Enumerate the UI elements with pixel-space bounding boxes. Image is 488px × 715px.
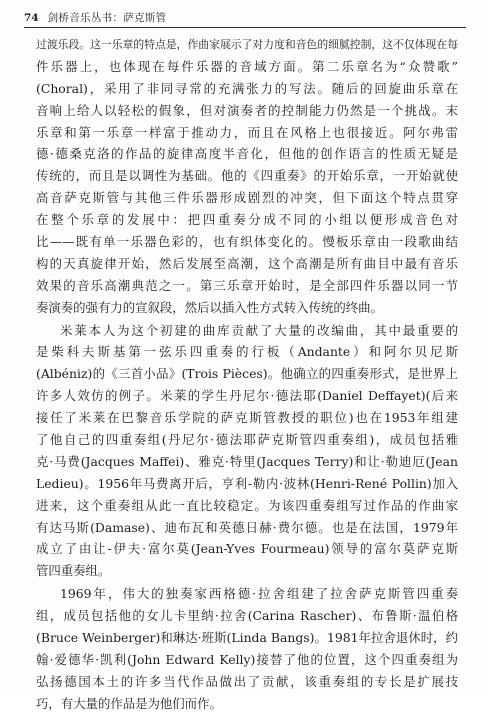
text-line: 许多人效仿的例子。米莱的学生丹尼尔·德法耶(Daniel Deffayet)(后来 (36, 388, 458, 404)
text-line: 成立了由让-伊夫·富尔莫(Jean-Yves Fourmeau)领导的富尔莫萨克斯 (36, 541, 458, 557)
text-line: (Choral)，采用了非同寻常的充满张力的写法。随后的回旋曲乐章在 (36, 80, 458, 96)
text-line: (Albéniz)的《三首小品》(Trois Pièces)。他确立的四重奏形式，是世界上 (36, 366, 458, 382)
text-line: 高音萨克斯管与其他三件乐器形成剧烈的冲突，但下面这个特点贯穿 (36, 190, 458, 206)
text-line: 1969年，伟大的独奏家西格德·拉舍组建了拉舍萨克斯管四重奏 (60, 586, 458, 602)
text-line: 组，成员包括他的女儿卡里纳·拉舍(Carina Rascher)、布鲁斯·温伯格 (36, 608, 458, 624)
body-text (36, 34, 458, 715)
paragraph-1 (36, 34, 458, 319)
text-line: 乐章和第一乐章一样富于推动力，而且在风格上也很接近。阿尔弗雷 (36, 124, 458, 140)
page-number: 74 (24, 12, 39, 24)
text-line: 了他自己的四重奏组(丹尼尔·德法耶萨克斯管四重奏组)，成员包括雅 (36, 432, 458, 448)
text-line: 件乐器上，也体现在每件乐器的音域方面。第二乐章名为“众赞歌” (36, 58, 458, 74)
text-line: 管四重奏组。 (36, 563, 111, 579)
text-line: (Bruce Weinberger)和琳达·班斯(Linda Bangs)。1981年拉舍退休时，约 (36, 630, 458, 646)
text-line: 构的天真旋律开始，然后发展至高潮，这个高潮是所有曲目中最有音乐 (36, 255, 458, 271)
paragraph-3 (36, 583, 458, 714)
text-line: 克·马费(Jacques Maffei)、雅克·特里(Jacques Terry)和让·勒迪厄(Jean (36, 453, 458, 469)
text-line: 在整个乐章的发展中：把四重奏分成不同的小组以便形成音色对 (36, 212, 458, 228)
text-line: 比——既有单一乐器色彩的，也有织体变化的。慢板乐章由一段歌曲结 (36, 234, 458, 250)
text-line: 弘扬德国本土的许多当代作品做出了贡献，该重奏组的专长是扩展技 (36, 673, 458, 689)
text-line: 接任了米莱在巴黎音乐学院的萨克斯管教授的职位)也在1953年组建 (36, 410, 458, 426)
text-line: Ledieu)。1956年马费离开后，亨利-勒内·波林(Henri-René Pollin)加入 (36, 475, 458, 491)
text-line: 进来，这个重奏组从此一直比较稳定。为该四重奏组写过作品的作曲家 (36, 497, 458, 513)
text-line: 音响上给人以轻松的假象，但对演奏者的控制能力仍然是一个挑战。末 (36, 102, 458, 118)
text-line: 有达马斯(Damase)、迪布瓦和英德日赫·费尔德。也是在法国，1979年 (36, 519, 458, 535)
text-line: 过渡乐段。这一乐章的特点是，作曲家展示了对力度和音色的细腻控制，这不仅体现在每 (36, 38, 458, 51)
text-line: 传统的，而且是以调性为基础。他的《四重奏》的开始乐章，一开始就使 (36, 168, 458, 184)
text-line: 德·德桑克洛的作品的旋律高度半音化，但他的创作语言的性质无疑是 (36, 146, 458, 162)
text-line: 巧，有大量的作品是为他们而作。 (36, 695, 222, 711)
paragraph-2 (36, 320, 458, 583)
text-line: 翰·爱德华·凯利(John Edward Kelly)接替了他的位置，这个四重奏组为 (36, 651, 458, 667)
text-line: 奏演奏的强有力的宣叙段，然后以插入性方式转入传统的终曲。 (36, 299, 383, 315)
running-header (24, 10, 464, 26)
text-line: 米莱本人为这个初建的曲库贡献了大量的改编曲，其中最重要的 (60, 322, 458, 338)
text-line: 效果的音乐高潮典范之一。第三乐章开始时，是全部四件乐器以同一节 (36, 277, 458, 293)
text-line: 是柴科夫斯基第一弦乐四重奏的行板（Andante）和阿尔贝尼斯 (36, 344, 458, 360)
header-rule (24, 27, 466, 28)
series-title: 剑桥音乐丛书：萨克斯管 (47, 12, 167, 24)
